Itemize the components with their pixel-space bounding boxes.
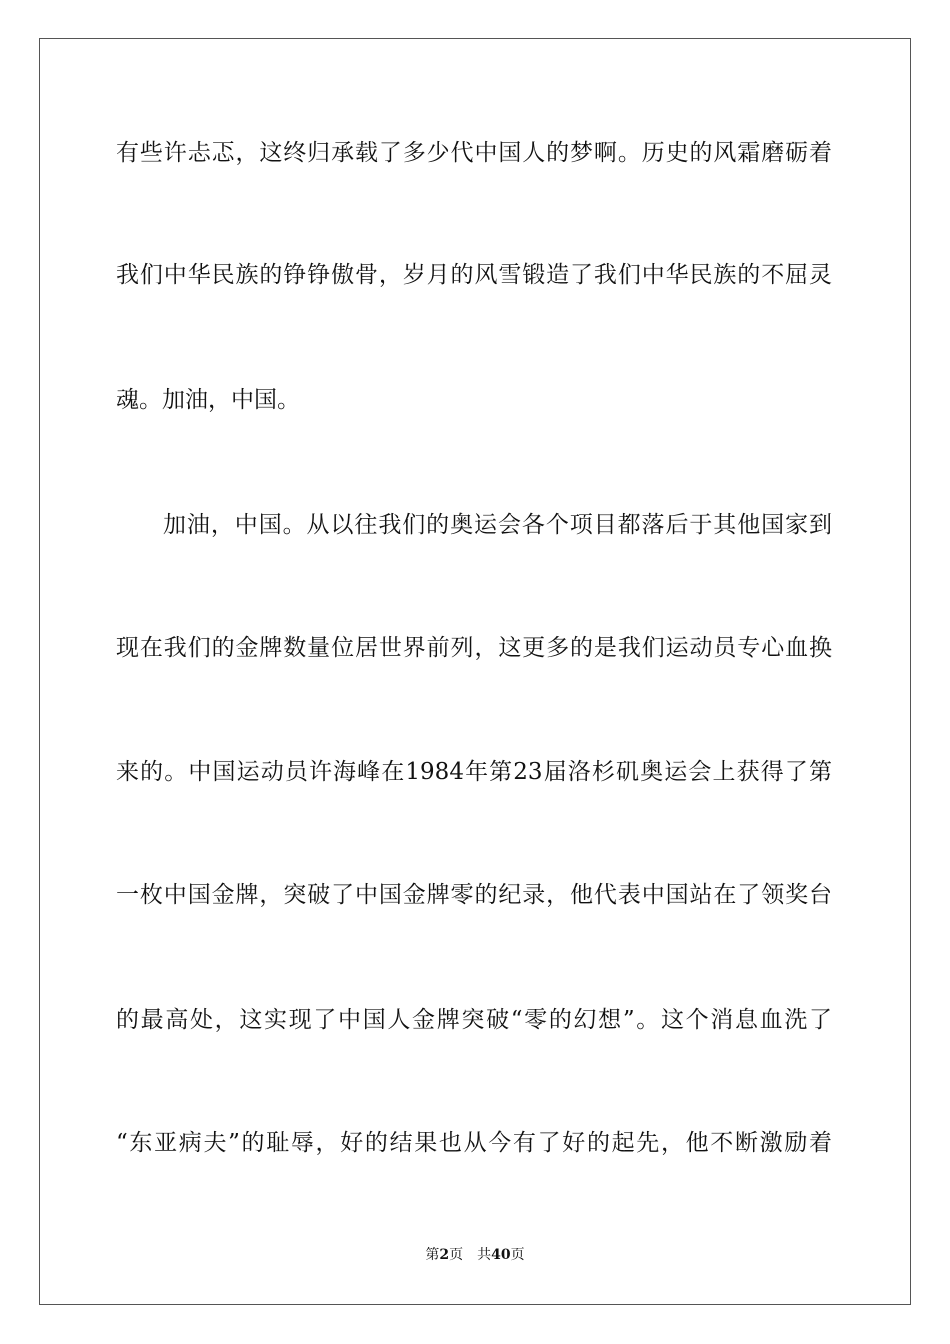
page-border: [39, 38, 911, 1305]
text-line: 魂。加油，中国。: [116, 387, 300, 413]
text-line: “东亚病夫”的耻辱，好的结果也从今有了好的起先，他不断激励着: [116, 1130, 832, 1156]
footer-middle: 页 共: [449, 1247, 492, 1263]
current-page-number: 2: [439, 1247, 450, 1263]
page-footer: [0, 1246, 950, 1264]
total-pages-number: 40: [491, 1247, 511, 1263]
text-line: 的最高处，这实现了中国人金牌突破“零的幻想”。这个消息血洗了: [116, 1007, 832, 1033]
text-line: 来的。中国运动员许海峰在1984年第23届洛杉矶奥运会上获得了第: [116, 759, 832, 785]
footer-prefix: 第: [425, 1247, 440, 1263]
text-line: 一枚中国金牌，突破了中国金牌零的纪录，他代表中国站在了领奖台: [116, 882, 832, 908]
text-line: 加油，中国。从以往我们的奥运会各个项目都落后于其他国家到: [163, 512, 832, 538]
text-line: 我们中华民族的铮铮傲骨，岁月的风雪锻造了我们中华民族的不屈灵: [116, 262, 832, 288]
text-line: 有些许忐忑，这终归承载了多少代中国人的梦啊。历史的风霜磨砺着: [116, 140, 832, 166]
footer-suffix: 页: [510, 1247, 525, 1263]
text-line: 现在我们的金牌数量位居世界前列，这更多的是我们运动员专心血换: [116, 635, 832, 661]
